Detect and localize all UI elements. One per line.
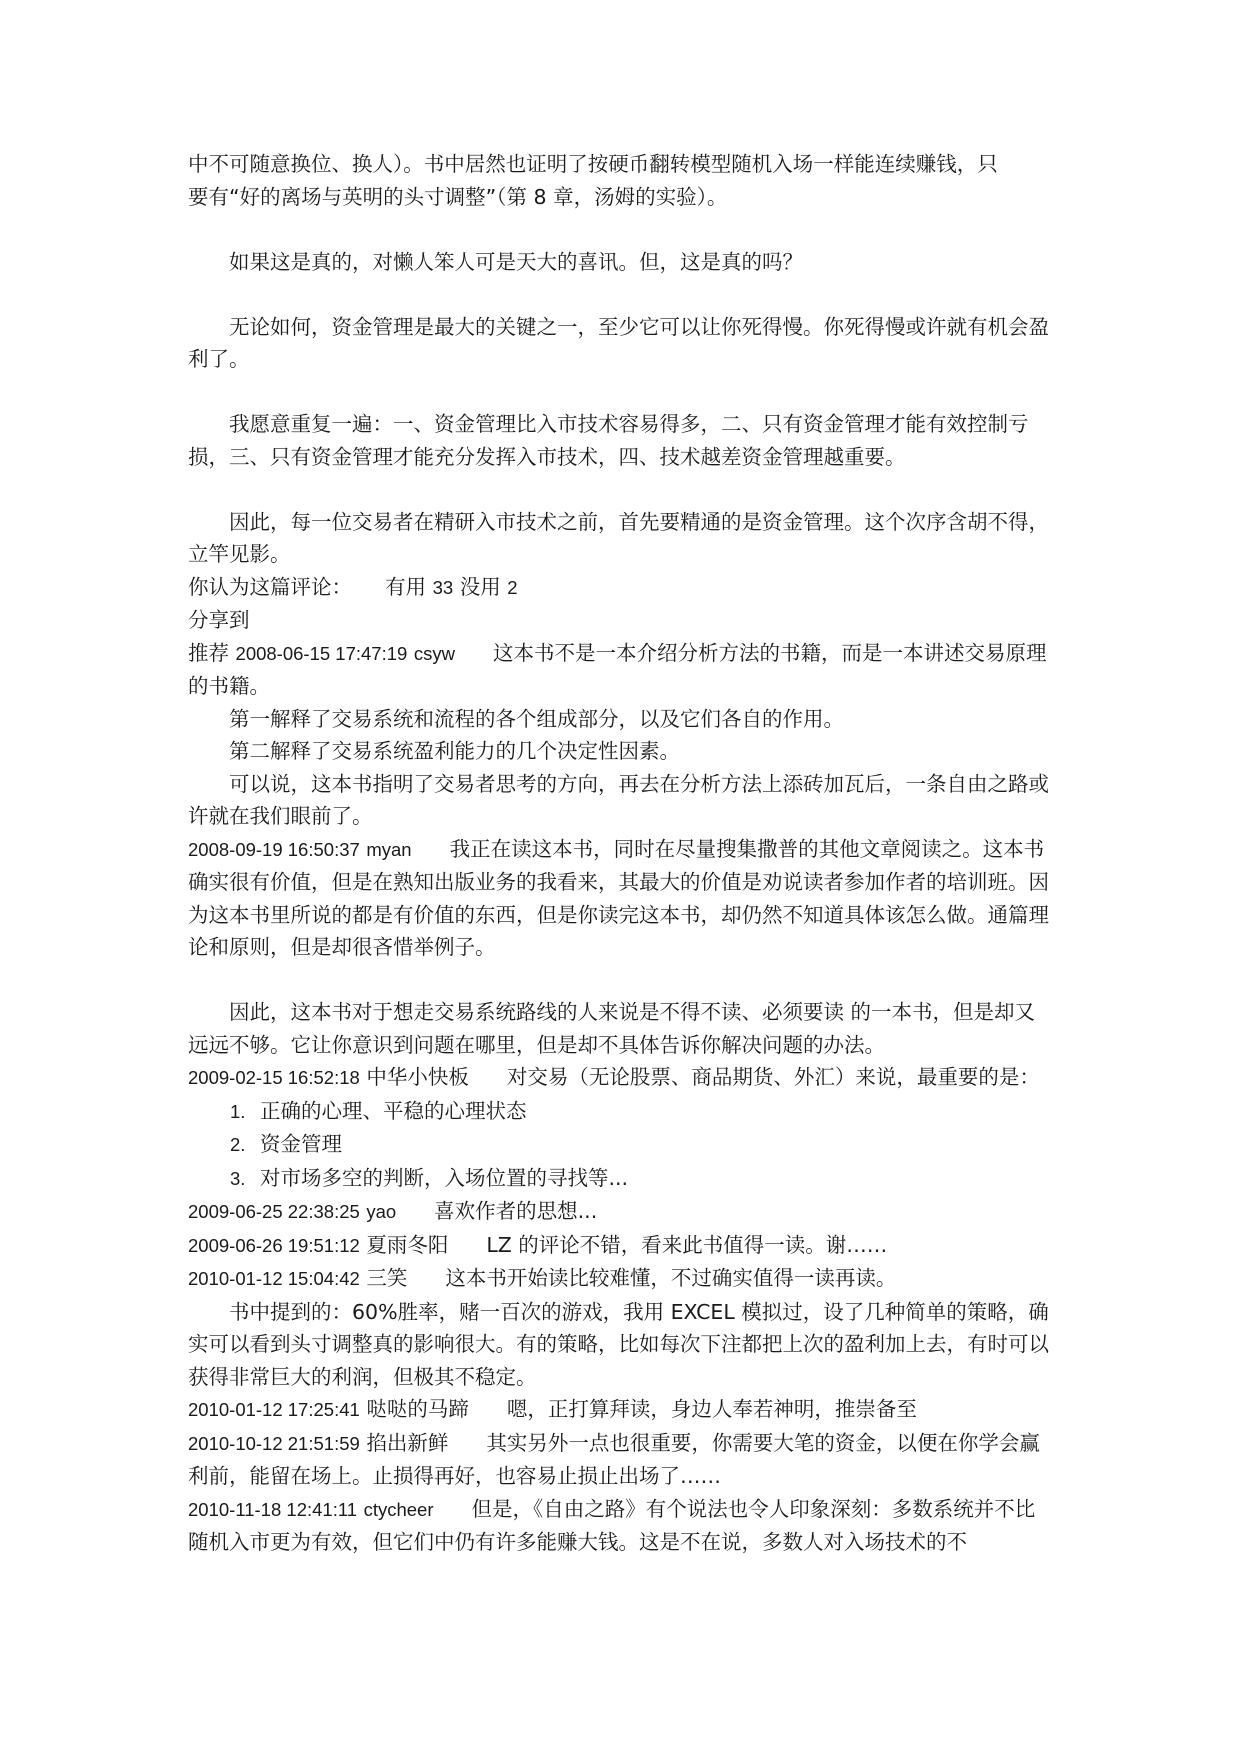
list-number: 3.: [230, 1167, 246, 1189]
comment: [188, 1229, 1054, 1263]
comment-extra: 因此，这本书对于想走交易系统路线的人来说是不得不读、必须要读 的一本书，但是却又远远不够。它让你意识到问题在哪里，但是却不具体告诉你解决问题的办法。: [188, 1000, 1036, 1057]
comment-user[interactable]: 夏雨冬阳: [366, 1232, 449, 1257]
list-item: [188, 1162, 1054, 1196]
comment-datetime: 2010-11-18 12:41:11: [188, 1498, 358, 1520]
comment-text: LZ 的评论不错，看来此书值得一读。谢……: [486, 1232, 888, 1257]
comment-text: 这本书不是一本介绍分析方法的书籍，而是一本讲述交易原理的书籍。: [188, 640, 1047, 698]
comment-user[interactable]: 哒哒的马蹄: [366, 1397, 469, 1421]
useless-count: 2: [507, 576, 518, 598]
share-link[interactable]: 分享到: [188, 608, 250, 632]
comment-text: 其实另外一点也很重要，你需要大笔的资金，以便在你学会赢利前，能留在场上。止损得再好，也容易止损止出场了……: [188, 1430, 1040, 1488]
comment: [188, 1262, 1054, 1296]
paragraph: 我愿意重复一遍：一、资金管理比入市技术容易得多，二、只有资金管理才能有效控制亏损，三、只有资金管理才能充分发挥入市技术，四、技术越差资金管理越重要。: [188, 412, 1029, 469]
comment-text: 喜欢作者的思想...: [434, 1199, 598, 1223]
list-text: 正确的心理、平稳的心理状态: [260, 1098, 527, 1123]
paragraph: 如果这是真的，对懒人笨人可是天大的喜讯。但，这是真的吗？: [229, 249, 803, 274]
comment-user[interactable]: myan: [366, 838, 412, 860]
comment-datetime: 2009-06-26 19:51:12: [188, 1234, 360, 1256]
comment-datetime: 2010-01-12 15:04:42: [188, 1268, 360, 1289]
comment-text: 嗯，正打算拜读，身边人奉若神明，推崇备至: [506, 1397, 917, 1421]
comment-text: 对交易（无论股票、商品期货、外汇）来说，最重要的是：: [506, 1065, 1040, 1089]
comment: [188, 1427, 1054, 1493]
comment-datetime: 2010-10-12 21:51:59: [188, 1432, 360, 1454]
comment-extra: 第一解释了交易系统和流程的各个组成部分，以及它们各自的作用。: [229, 706, 844, 731]
comment: [188, 1493, 1054, 1559]
comment-datetime: 2009-06-25 22:38:25: [188, 1201, 360, 1222]
comment-user[interactable]: 中华小快板: [366, 1065, 469, 1089]
list-item: [188, 1095, 1054, 1129]
comment-extra: 书中提到的：60%胜率，赌一百次的游戏，我用 EXCEL 模拟过，设了几种简单的策略，确实可以看到头寸调整真的影响很大。有的策略，比如每次下注都把上次的盈利加上去，有时可以获得非常巨大的利润，但极其不稳定。: [188, 1299, 1049, 1389]
list-number: 1.: [230, 1100, 246, 1122]
comment-datetime: 2008-09-19 16:50:37: [188, 838, 360, 860]
comment: [188, 833, 1054, 964]
comment-user[interactable]: 掐出新鲜: [366, 1430, 449, 1455]
recommend-label: 推荐: [188, 640, 229, 665]
list-item: [188, 1128, 1054, 1162]
comment-datetime: 2009-02-15 16:52:18: [188, 1067, 360, 1088]
comment: [188, 1393, 1054, 1427]
useless-link[interactable]: 没用: [459, 574, 501, 599]
comment-text: 但是，《自由之路》有个说法也令人印象深刻：多数系统并不比随机入市更为有效，但它们中仍有许多能赚大钱。这是不在说，多数人对入场技术的不: [188, 1496, 1036, 1554]
comment-text: 我正在读这本书，同时在尽量搜集撒普的其他文章阅读之。这本书确实很有价值，但是在熟知出版业务的我看来，其最大的价值是劝说读者参加作者的培训班。因为这本书里所说的都是有价值的东西，但是你读完这本书，却仍然不知道具体该怎么做。通篇理论和原则，但是却很吝惜举例子。: [188, 836, 1049, 959]
comment: [188, 637, 1054, 703]
rating-line: [188, 571, 1054, 605]
comment: [188, 1061, 1054, 1095]
rating-prompt: 你认为这篇评论：: [188, 574, 352, 599]
document-body: [188, 148, 1054, 1559]
list-text: 对市场多空的判断，入场位置的寻找等...: [260, 1165, 629, 1190]
comment-extra: 可以说，这本书指明了交易者思考的方向，再去在分析方法上添砖加瓦后，一条自由之路或许就在我们眼前了。: [188, 771, 1049, 828]
comment-datetime: 2010-01-12 17:25:41: [188, 1399, 360, 1420]
paragraph: 无论如何，资金管理是最大的关键之一，至少它可以让你死得慢。你死得慢或许就有机会盈利了。: [188, 314, 1049, 371]
list-text: 资金管理: [260, 1132, 342, 1156]
comment-extra: 第二解释了交易系统盈利能力的几个决定性因素。: [229, 739, 680, 763]
list-number: 2.: [230, 1134, 246, 1155]
useful-link[interactable]: 有用: [385, 574, 427, 599]
comment-user[interactable]: ctycheer: [363, 1498, 434, 1520]
intro-line: 中不可随意换位、换人）。书中居然也证明了按硬币翻转模型随机入场一样能连续赚钱，只: [188, 152, 998, 176]
useful-count: 33: [432, 576, 454, 598]
comment-user[interactable]: csyw: [413, 642, 455, 664]
comment-datetime: 2008-06-15 17:47:19: [235, 642, 408, 664]
paragraph: 因此，每一位交易者在精研入市技术之前，首先要精通的是资金管理。这个次序含胡不得，立竿见影。: [188, 509, 1049, 566]
comment-text: 这本书开始读比较难懂，不过确实值得一读再读。: [445, 1266, 897, 1290]
intro-line: 要有“好的离场与英明的头寸调整”（第 8 章，汤姆的实验）。: [188, 184, 728, 209]
comment: [188, 1195, 1054, 1229]
comment-user[interactable]: yao: [366, 1201, 397, 1222]
comment-user[interactable]: 三笑: [366, 1266, 408, 1290]
